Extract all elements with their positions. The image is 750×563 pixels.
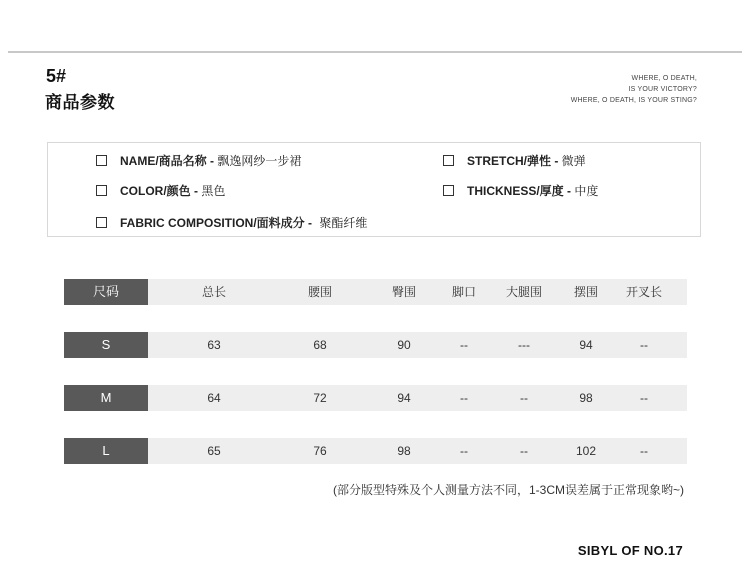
size-cell: M: [64, 385, 148, 411]
table-cell: --: [640, 444, 648, 458]
header-cell: 腰围: [307, 285, 333, 299]
quote-line: WHERE, O DEATH, IS YOUR STING?: [570, 97, 697, 104]
table-cell: ---: [518, 338, 530, 352]
table-cell: 64: [207, 391, 221, 405]
table-header-row: [64, 279, 687, 305]
quote-line: IS YOUR VICTORY?: [628, 86, 697, 93]
param-color: [96, 182, 225, 199]
header-cell-size: 尺码: [64, 279, 148, 305]
param-color-value: 黑色: [201, 184, 226, 198]
table-cell: 90: [397, 338, 411, 352]
table-cell: 98: [579, 391, 593, 405]
param-stretch: [443, 152, 586, 169]
header-cell: 大腿围: [505, 285, 543, 299]
table-cell: 102: [575, 444, 597, 458]
param-color-label: COLOR/颜色 -: [120, 184, 202, 198]
table-row: [64, 332, 687, 358]
param-stretch-label: STRETCH/弹性 -: [467, 154, 562, 168]
header-cell: 脚口: [451, 285, 477, 299]
param-fabric-label: FABRIC COMPOSITION/面料成分 -: [120, 216, 316, 230]
table-cell: 98: [397, 444, 411, 458]
table-cell: --: [460, 338, 468, 352]
checkbox-icon: [443, 155, 454, 166]
page-title: 商品参数: [45, 93, 115, 112]
table-cell: --: [460, 444, 468, 458]
table-cell: 76: [313, 444, 327, 458]
checkbox-icon: [96, 217, 107, 228]
param-name-value: 飘逸网纱一步裙: [217, 154, 302, 168]
checkbox-icon: [96, 155, 107, 166]
param-fabric-value: 聚酯纤维: [319, 216, 368, 230]
brand-name: SIBYL OF NO.17: [577, 543, 683, 558]
table-row: [64, 438, 687, 464]
measurement-note: (部分版型特殊及个人测量方法不同，1-3CM误差属于正常现象哟~): [332, 483, 684, 497]
param-name-label: NAME/商品名称 -: [120, 154, 218, 168]
param-name: [96, 152, 301, 169]
param-thickness-label: THICKNESS/厚度 -: [467, 184, 575, 198]
header-cell: 臀围: [391, 285, 417, 299]
table-cell: --: [460, 391, 468, 405]
table-row: [64, 385, 687, 411]
table-cell: 63: [207, 338, 221, 352]
table-cell: --: [640, 391, 648, 405]
table-cell: --: [520, 391, 528, 405]
table-cell: 68: [313, 338, 327, 352]
table-cell: 72: [313, 391, 327, 405]
table-cell: 94: [397, 391, 411, 405]
table-cell: --: [640, 338, 648, 352]
quote-line: WHERE, O DEATH,: [631, 75, 697, 82]
quote-text: [571, 73, 697, 106]
param-fabric: [96, 214, 367, 231]
header-cell: 开叉长: [625, 285, 663, 299]
param-thickness-value: 中度: [574, 184, 599, 198]
header-cell: 总长: [201, 285, 227, 299]
table-cell: --: [520, 444, 528, 458]
table-cell: 65: [207, 444, 221, 458]
product-params-panel: [47, 142, 701, 237]
checkbox-icon: [96, 185, 107, 196]
top-divider: [8, 51, 742, 53]
section-number: 5#: [46, 66, 67, 86]
checkbox-icon: [443, 185, 454, 196]
table-cell: 94: [579, 338, 593, 352]
param-stretch-value: 微弹: [561, 154, 586, 168]
size-cell: S: [64, 332, 148, 358]
size-cell: L: [64, 438, 148, 464]
header-cell: 摆围: [573, 285, 599, 299]
param-thickness: [443, 182, 598, 199]
